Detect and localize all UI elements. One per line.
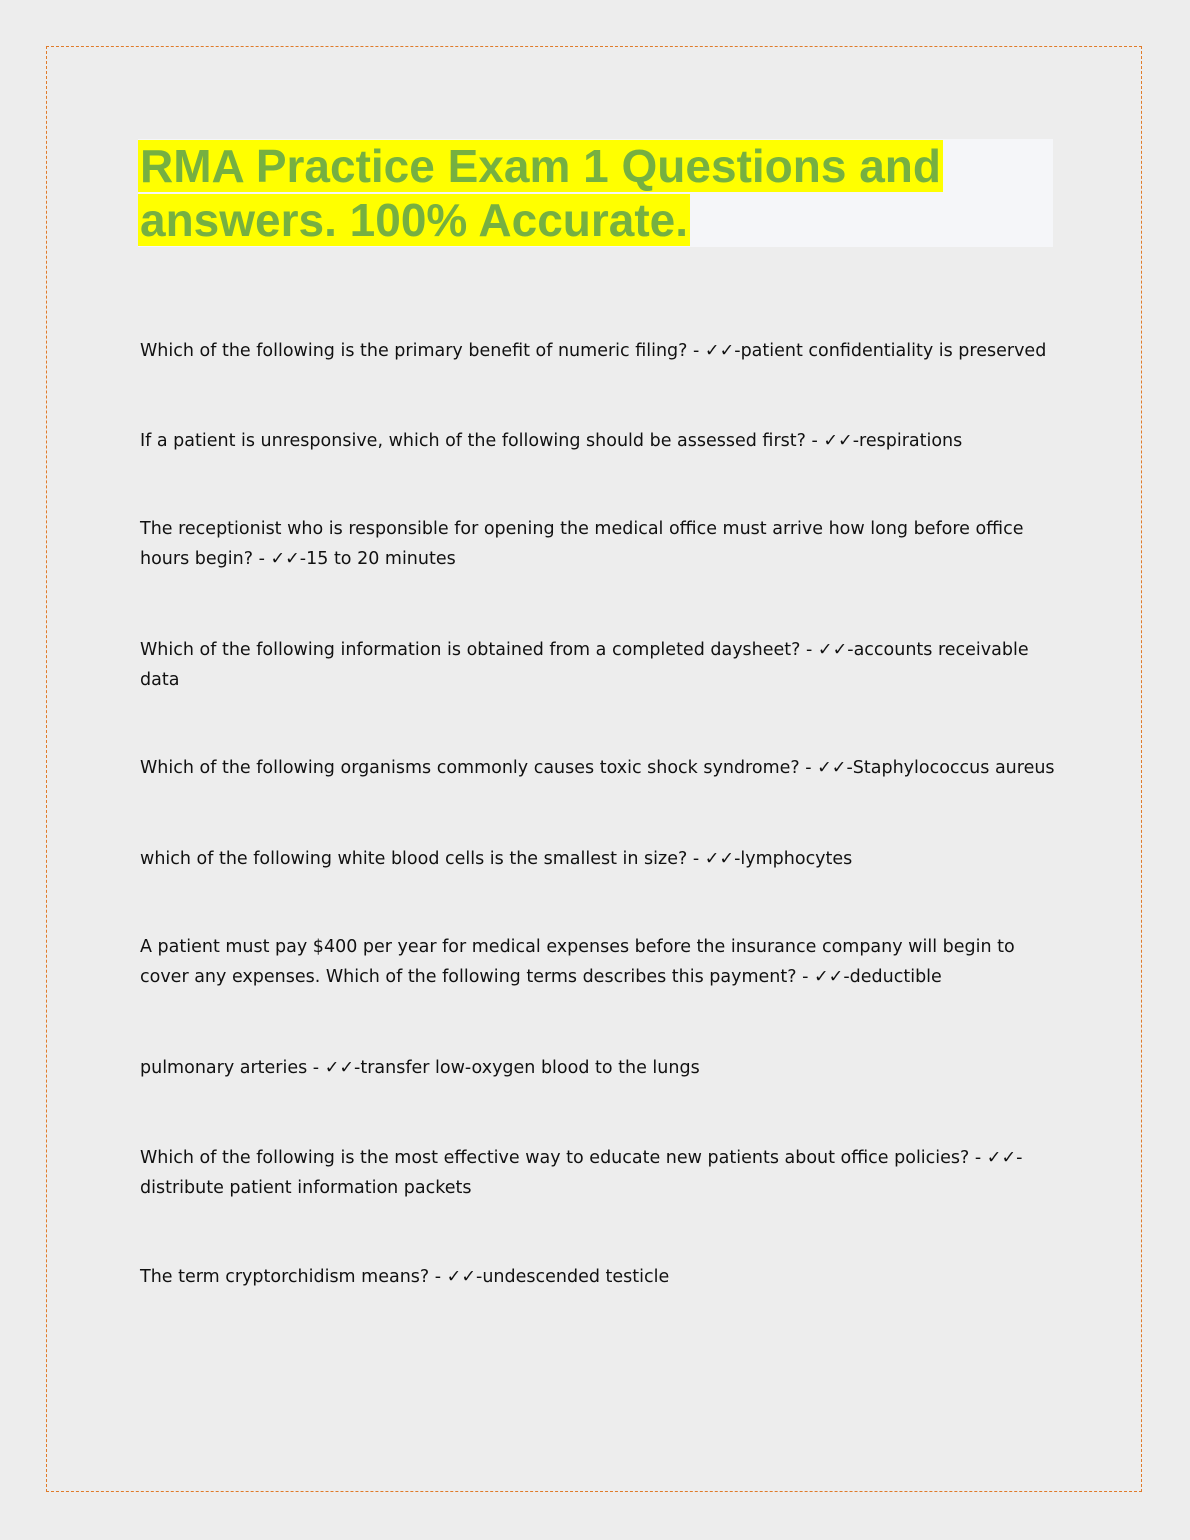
separator: - — [799, 758, 818, 778]
separator: - — [969, 1148, 987, 1168]
qa-item — [140, 336, 1055, 366]
check-mark-icon: ✓✓ — [814, 967, 844, 987]
separator: - — [796, 967, 814, 987]
qa-item — [140, 1053, 1055, 1083]
answer-text: 15 to 20 minutes — [306, 549, 456, 569]
question-text: pulmonary arteries — [140, 1058, 308, 1078]
separator: - — [429, 1267, 447, 1287]
title-block — [138, 139, 1053, 247]
qa-item — [140, 426, 1055, 456]
check-mark-icon: ✓✓ — [823, 431, 853, 451]
answer-text: undescended testicle — [482, 1267, 670, 1287]
qa-item — [140, 932, 1055, 992]
check-mark-icon: ✓✓ — [986, 1148, 1017, 1168]
answer-text: transfer low-oxygen blood to the lungs — [360, 1058, 700, 1078]
answer-text: Staphylococcus aureus — [852, 758, 1055, 778]
question-text: which of the following white blood cells is the smallest in size? — [140, 849, 688, 869]
question-text: Which of the following is the primary benefit of numeric filing? — [140, 341, 688, 361]
answer-text: respirations — [859, 431, 963, 451]
question-text: Which of the following is the most effective way to educate new patients about office policies? — [140, 1148, 970, 1168]
answer-prefix: - — [734, 341, 741, 361]
answer-prefix: - — [299, 549, 307, 569]
answer-prefix: - — [734, 849, 741, 869]
qa-item — [140, 1143, 1055, 1203]
answer-text: lymphocytes — [740, 849, 853, 869]
document-title — [138, 139, 1018, 247]
check-mark-icon: ✓✓ — [446, 1267, 476, 1287]
question-text: Which of the following organisms commonly causes toxic shock syndrome? — [140, 758, 800, 778]
qa-item — [140, 753, 1055, 783]
separator: - — [307, 1058, 325, 1078]
separator: - — [687, 849, 705, 869]
qa-item — [140, 635, 1055, 695]
qa-item — [140, 844, 1055, 874]
answer-text: distribute patient information packets — [140, 1178, 472, 1198]
question-text: The receptionist who is responsible for opening the medical office must arrive how long before office hours begin? — [140, 519, 1024, 569]
answer-prefix: - — [852, 431, 860, 451]
answer-prefix: - — [847, 640, 854, 660]
answer-prefix: - — [475, 1267, 483, 1287]
answer-prefix: - — [843, 967, 850, 987]
answer-text: deductible — [849, 967, 942, 987]
answer-prefix: - — [1016, 1148, 1023, 1168]
check-mark-icon: ✓✓ — [704, 849, 735, 869]
qa-item — [140, 514, 1055, 574]
check-mark-icon: ✓✓ — [324, 1058, 355, 1078]
check-mark-icon: ✓✓ — [270, 549, 300, 569]
check-mark-icon: ✓✓ — [817, 758, 847, 778]
answer-prefix: - — [846, 758, 853, 778]
separator: - — [800, 640, 818, 660]
question-text: The term cryptorchidism means? — [140, 1267, 430, 1287]
separator: - — [253, 549, 271, 569]
question-text: A patient must pay $400 per year for medical expenses before the insurance company will begin to cover any expenses. Which of the following terms describes this payment? — [140, 937, 1015, 987]
document-title-text: RMA Practice Exam 1 Questions and answers. 100% Accurate. — [140, 140, 942, 246]
question-text: If a patient is unresponsive, which of the following should be assessed first? — [140, 431, 806, 451]
check-mark-icon: ✓✓ — [817, 640, 848, 660]
question-text: Which of the following information is obtained from a completed daysheet? — [140, 640, 801, 660]
answer-text: accounts receivable data — [140, 640, 1029, 690]
separator: - — [805, 431, 824, 451]
check-mark-icon: ✓✓ — [704, 341, 735, 361]
separator: - — [687, 341, 705, 361]
qa-item — [140, 1262, 1055, 1292]
answer-prefix: - — [354, 1058, 361, 1078]
answer-text: patient confidentiality is preserved — [740, 341, 1047, 361]
